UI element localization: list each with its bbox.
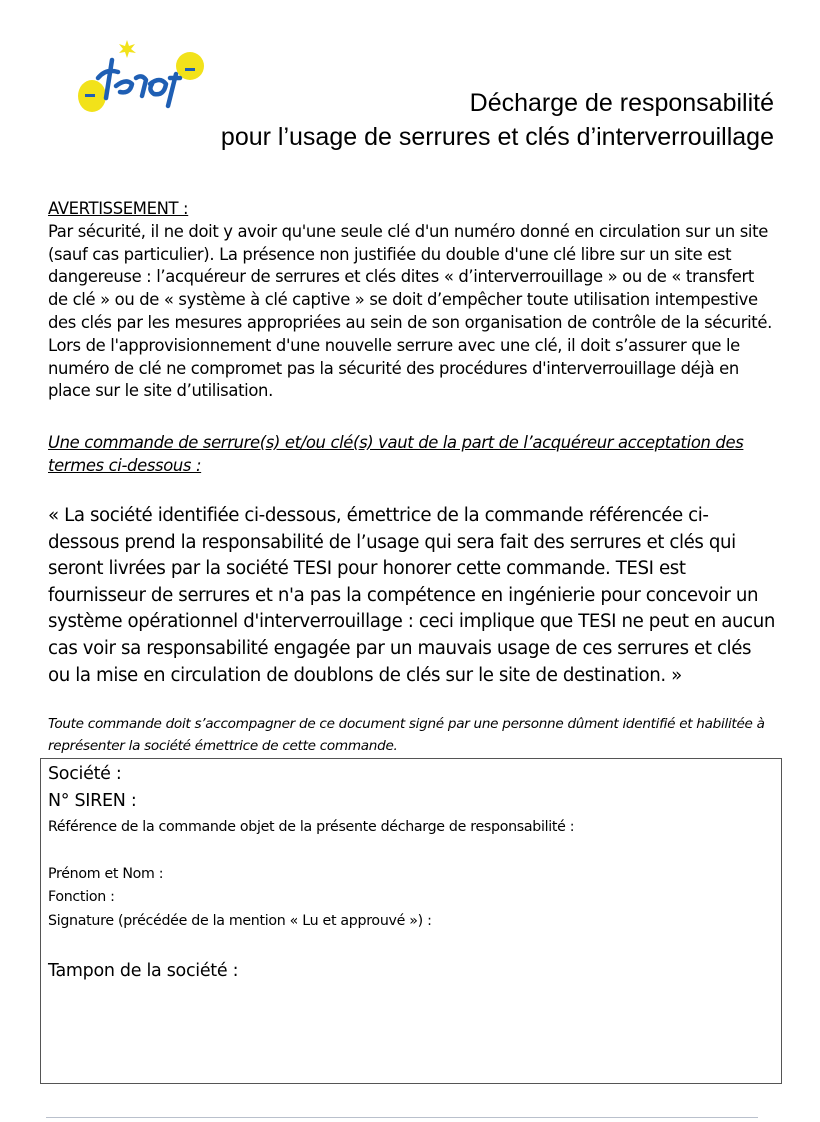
- logo-dash-right: [185, 68, 195, 71]
- logo-dash-left: [85, 94, 95, 97]
- field-tampon: Tampon de la société :: [48, 961, 239, 981]
- tesi-logo: [76, 38, 206, 116]
- field-signature: Signature (précédée de la mention « Lu et approuvé ») :: [48, 913, 432, 929]
- field-siren: N° SIREN :: [48, 791, 137, 811]
- acceptance-statement: Une commande de serrure(s) et/ou clé(s) vaut de la part de l’acquéreur acceptation des termes ci-dessous :: [48, 433, 744, 475]
- logo-letters: [98, 60, 180, 106]
- footer-divider: [46, 1117, 758, 1118]
- signature-note: Toute commande doit s’accompagner de ce document signé par une personne dûment identifié et habilitée à représenter la société émettrice de cette commande.: [48, 716, 765, 754]
- field-nom: Prénom et Nom :: [48, 866, 164, 882]
- warning-body: Par sécurité, il ne doit y avoir qu'une seule clé d'un numéro donné en circulation sur un site (sauf cas particulier). La présence non justifiée du double d'une clé libre sur un site est dangereuse : l’acquéreur de serrures et clés dites « d’interverrouillage » ou de « transfert de clé » ou de « système à clé captive » se doit d’empêcher toute utilisation intempestive des clés par les mesures appropriées au sein de son organisation de contrôle de la sécurité. Lors de l'approvisionnement d'une nouvelle serrure avec une clé, il doit s’assurer que le numéro de clé ne compromet pas la sécurité des procédures d'interverrouillage déjà en place sur le site d’utilisation.: [48, 221, 772, 401]
- field-societe: Société :: [48, 764, 122, 784]
- title-line-2: pour l’usage de serrures et clés d’interverrouillage: [220, 123, 774, 151]
- liability-quote: « La société identifiée ci-dessous, émettrice de la commande référencée ci-dessous prend la responsabilité de l’usage qui sera fait des serrures et clés qui seront livrées par la société TESI pour honorer cette commande. TESI est fournisseur de serrures et n'a pas la compétence en ingénierie pour concevoir un système opérationnel d'interverrouillage : ceci implique que TESI ne peut en aucun cas voir sa responsabilité engagée par un mauvais usage de ces serrures et clés ou la mise en circulation de doublons de clés sur le site de destination. »: [48, 505, 776, 686]
- warning-section: [48, 198, 778, 403]
- field-reference: Référence de la commande objet de la présente décharge de responsabilité :: [48, 819, 575, 835]
- title-line-1: Décharge de responsabilité: [469, 89, 774, 117]
- form-box: [40, 758, 782, 1084]
- document-title: [221, 86, 774, 154]
- logo-star: [119, 40, 136, 58]
- warning-heading: AVERTISSEMENT :: [48, 199, 189, 218]
- field-fonction: Fonction :: [48, 889, 115, 905]
